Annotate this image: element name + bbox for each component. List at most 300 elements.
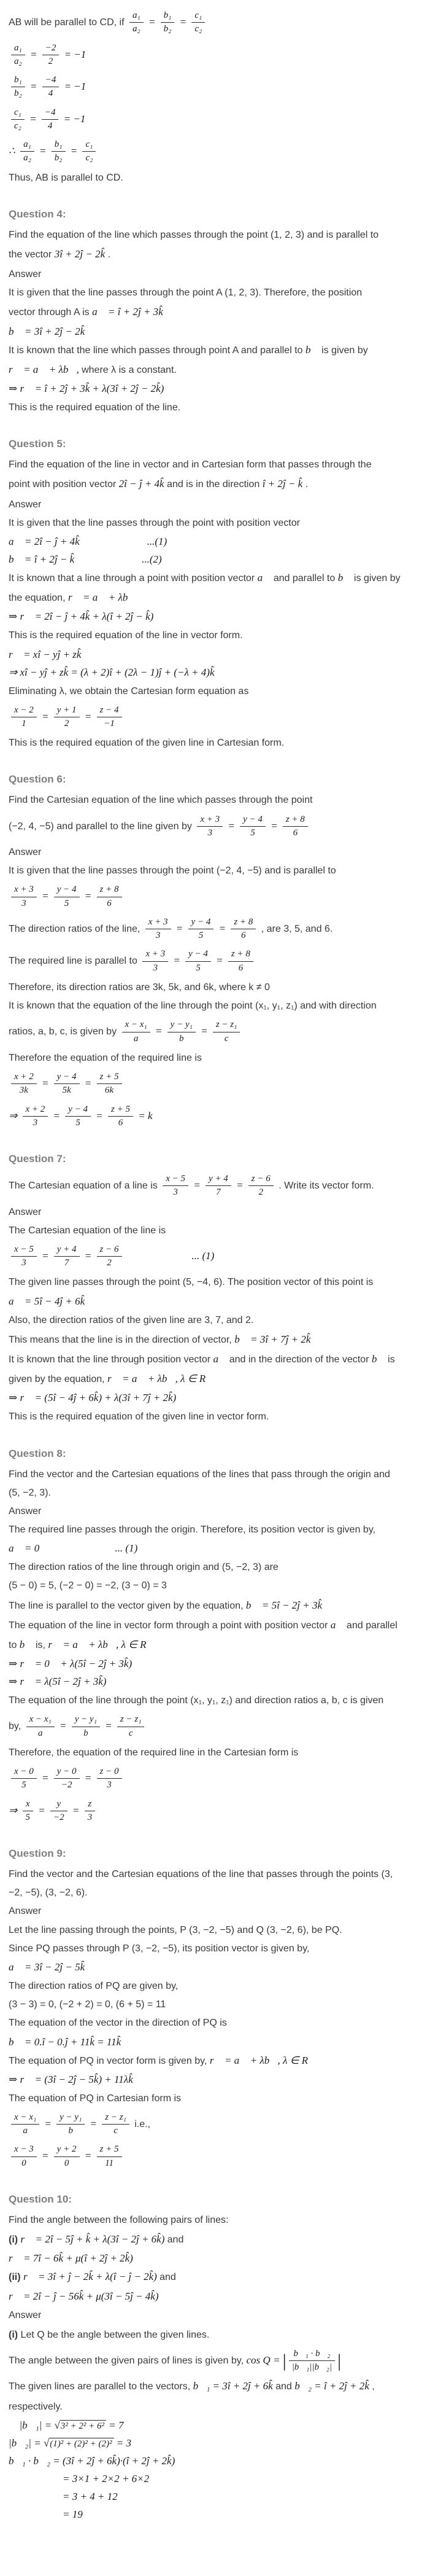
numerator: x + 2 [23,1104,48,1117]
fraction [11,107,25,132]
math-line [63,2491,422,2503]
fraction [11,884,37,909]
math-text: a⃗ = 5î − 4ĵ + 6k̂ [9,1295,85,1307]
numerator: y + 1 [54,705,80,717]
text-run: is given by [318,345,368,356]
math-line [9,704,422,731]
math-text: = [145,15,158,28]
fraction [65,1104,91,1129]
text-run: by, [9,1721,24,1732]
math-text: ∴ [9,144,18,157]
math-line [9,106,422,133]
denominator: 3 [21,898,26,908]
math-text: = [102,1720,115,1732]
math-line [9,611,422,623]
paragraph: Let the line passing through the points, P (3, −2, −5) and Q (3, −2, 6), be PQ. [9,1924,342,1935]
text-run: The equation of PQ in vector form is given by, [9,2055,210,2066]
fraction [11,75,25,100]
math-line [9,383,422,395]
fraction [20,139,34,164]
text-run: and [160,2272,176,2283]
fraction [42,43,60,68]
numerator: y + 2 [54,2144,80,2156]
denominator: c [128,1728,133,1738]
fraction [72,1714,100,1739]
numerator: b₁ [52,139,66,152]
fraction [11,2112,39,2137]
paragraph: The equation of the line through the point (x₁, y₁, z₁) and direction ratios a, b, c is given [9,1695,384,1706]
math-line [9,813,422,840]
paragraph: Find the vector and the Cartesian equations of the lines that pass through the origin and [9,1469,390,1480]
math-line [9,1071,422,1098]
math-line [9,2111,422,2138]
denominator: b₂ [54,153,63,163]
math-text: r⃗ = a⃗ + λb⃗, λ ∈ R [48,1639,147,1650]
numerator: x + 3 [142,949,168,961]
numerator: z − z₁ [102,2112,129,2125]
denominator: 0 [21,2158,26,2168]
text-run: , [369,2381,375,2392]
math-text: = [39,1249,52,1262]
math-text: b⃗₁ · b⃗₂ = (3î + 2ĵ + 6k̂)·(î + 2ĵ + 2k̂) [9,2454,175,2467]
math-line [9,948,422,975]
math-text: a⃗ = 2î − ĵ + 4k̂ [9,535,80,547]
fraction [283,814,308,839]
sqrt-expression: √3² + 2² + 6² [54,2419,106,2431]
paragraph: It is given that the line passes through the point (−2, 4, −5) and is parallel to [9,865,336,876]
math-line [63,2508,422,2521]
denominator: 1 [21,718,26,728]
text-run: The direction ratios of the line, [9,923,143,934]
denominator: 5 [198,931,204,941]
math-text: = −1 [61,48,87,60]
paragraph: Eliminating λ, we obtain the Cartesian form equation as [9,685,249,697]
math-text: = [267,819,280,832]
math-text: b⃗ [19,1639,33,1650]
fraction [228,949,253,974]
numerator: x + 3 [197,814,223,827]
fraction [54,1766,80,1791]
text-run: The line is parallel to the vector given by the equation, [9,1600,246,1611]
paragraph: Answer [9,1206,42,1217]
math-text: = [177,15,190,28]
math-line [9,74,422,101]
math-line [9,591,422,605]
denominator: 6 [293,827,298,838]
numerator: y − 4 [188,917,214,929]
fraction [23,1104,48,1129]
math-text: = 3 [113,2437,131,2449]
math-text: a⃗ = 0⃗ [9,1542,48,1555]
text-run: and parallel [344,1620,398,1631]
denominator: 5 [196,962,201,973]
math-text: b⃗ [371,1352,385,1365]
text-run: where λ is a constant. [82,364,177,375]
denominator: a₂ [14,56,22,66]
math-line [9,1765,422,1792]
numerator: x + 3 [11,884,37,897]
math-line [9,1713,422,1740]
math-line [9,248,422,262]
math-text: b⃗ [337,571,352,584]
math-line [9,2379,422,2394]
fraction [23,1799,34,1824]
math-text: a⃗ [213,1352,227,1365]
denominator: c [224,1033,229,1044]
fraction [213,1020,240,1044]
math-line [9,1961,422,1973]
list-marker: (i) [9,2329,21,2340]
denominator: 6 [118,1117,123,1128]
denominator: 5 [64,898,69,908]
question-heading: Question 10: [9,2193,72,2205]
text-run: i.e., [131,2118,151,2129]
numerator: z − 6 [248,1174,274,1186]
math-text: = [82,1077,94,1089]
denominator: 6 [241,931,246,941]
numerator: c₁ [191,10,205,23]
denominator: b₂ [163,24,172,34]
text-run: It is known that a line through a point with position vector [9,572,258,584]
fraction [11,1072,37,1096]
math-line [9,138,422,165]
text-run: given by the equation, [9,1374,108,1385]
math-text: = 7 [106,2419,124,2431]
math-line [9,2270,422,2284]
numerator: y − y₁ [56,2112,85,2125]
math-text: ⇒ r⃗ = (5î − 4ĵ + 6k̂) + λ(3î + 7ĵ + 2k̂) [9,1392,177,1404]
fraction [108,1104,133,1129]
fraction [97,2144,122,2169]
math-line [9,1243,422,1270]
math-text: = [191,1179,204,1191]
question-heading: Question 5: [9,438,66,450]
math-text: = 3×1 + 2×2 + 6×2 [63,2472,150,2484]
denominator: −2 [53,1812,64,1822]
paragraph: −2, −5), (3, −2, 6). [9,1887,88,1899]
fraction [185,949,211,974]
numerator: c₁ [82,139,96,152]
fraction [54,1244,80,1269]
fraction [97,1766,122,1791]
text-run: The equation of the line in vector form through a point with position vector [9,1620,331,1631]
numerator: z − z₁ [213,1020,240,1032]
paragraph: Answer [9,1906,42,1917]
numerator: y + 4 [54,1244,80,1257]
paragraph: The required line passes through the origin. Therefore, its position vector is given by, [9,1524,375,1536]
text-run: (−2, 4, −5) and parallel to the line given by [9,821,195,832]
fraction [163,1174,188,1198]
text-run: AB will be parallel to CD, if [9,17,127,28]
numerator: z + 5 [97,1072,122,1084]
numerator: x + 3 [145,917,171,929]
paragraph: The Cartesian equation of the line is [9,1225,166,1236]
text-run: The required line is parallel to [9,956,140,967]
denominator: 11 [105,2158,113,2168]
numerator: −4 [42,107,59,120]
denominator: 3 [33,1117,38,1128]
math-text: r⃗ = a⃗ + λb⃗, λ ∈ R [107,1373,206,1385]
math-line [9,2328,422,2342]
denominator: 3 [107,1780,112,1790]
math-text: = [216,922,229,934]
math-text: = [50,1109,63,1122]
denominator: 3 [173,1187,178,1198]
numerator: y + 4 [206,1174,231,1186]
list-marker: (i) [9,2234,21,2246]
math-text: = [171,954,183,967]
math-line [9,2348,422,2375]
fraction [122,1020,150,1044]
math-line [9,2419,422,2432]
math-text: = [39,1077,52,1089]
fraction [97,1244,122,1269]
math-line [9,2290,422,2303]
denominator: 3k [19,1085,28,1096]
math-text: a⃗ = 3î − 2ĵ − 5k̂ [9,1961,85,1973]
paragraph: Therefore, its direction ratios are 3k, 5k, and 6k, where k ≠ 0 [9,982,270,993]
math-line [9,1392,422,1404]
paragraph: It is given that the line passes through the point with position vector [9,517,300,528]
denominator: −2 [61,1780,72,1790]
math-line [9,2437,422,2449]
denominator: 2 [107,1258,112,1268]
math-text: ⇒ xî − yĵ + zk̂ = (λ + 2)î + (2λ − 1)ĵ + (−λ + 4)k̂ [9,666,215,678]
fraction [97,884,122,909]
text-run: and in the direction of the vector [226,1354,372,1365]
numerator: z [85,1799,96,1811]
math-text: ...(1) [147,535,167,547]
math-text: r⃗ = xî − yĵ + zk̂ [9,648,82,660]
denominator: 5 [21,1780,26,1790]
math-text: = [82,1772,94,1784]
math-text: r⃗ = a⃗ + λb⃗ [67,591,136,604]
fraction [231,917,256,942]
fraction [56,2112,85,2137]
fraction [82,139,96,164]
paragraph: This is the required equation of the given line in vector form. [9,1411,269,1423]
fraction [188,917,214,942]
math-text: = [39,1772,52,1784]
denominator: 6 [238,962,244,973]
denominator: 2 [64,718,69,728]
text-run: and is in the direction [164,479,263,490]
paragraph: Therefore the equation of the required line is [9,1052,202,1063]
paragraph: Answer [9,847,42,858]
text-run: It is known that the line through position vector [9,1354,214,1365]
math-line [63,2473,422,2485]
fraction [54,1072,80,1096]
denominator: 5 [250,827,255,838]
paragraph: Find the vector and the Cartesian equations of the line that passes through the points (3, [9,1869,393,1880]
math-line [9,571,422,585]
numerator: z − 4 [97,705,122,717]
denominator: b [68,2126,73,2136]
fraction [50,1799,67,1824]
text-run: the equation, [9,593,68,604]
math-line [9,1542,422,1555]
fraction [289,2349,335,2373]
math-line [9,2074,422,2086]
fraction [54,2144,80,2169]
math-text: = [67,144,80,157]
numerator: x − x₁ [11,2112,39,2125]
math-line [9,326,422,338]
math-text: cos Q = [246,2354,283,2366]
text-run: and parallel to [271,572,338,584]
math-text: î + 2ĵ − k̂ [262,478,303,490]
fraction [42,107,59,132]
math-line [9,666,422,679]
math-line [9,1352,422,1367]
math-text: = 3 + 4 + 12 [63,2490,118,2502]
math-text: ⇒ r⃗ = (3î − 2ĵ − 5k̂) + 11λk̂ [9,2073,133,2085]
numerator: x − 3 [11,2144,37,2156]
math-text: a⃗ = î + 2ĵ + 3k̂ [92,306,163,318]
denominator: 5k [62,1085,71,1096]
question-heading: Question 8: [9,1447,66,1459]
math-text: = [213,954,226,967]
math-line [9,2455,422,2467]
paragraph: Since PQ passes through P (3, −2, −5), its position vector is given by, [9,1943,310,1954]
numerator: x − 5 [163,1174,188,1186]
math-text: = −1 [61,112,86,125]
math-text: = [56,1720,69,1732]
fraction [11,1766,37,1791]
paragraph: It is known that the equation of the line through the point (x₁, y₁, z₁) and with direction [9,1001,377,1012]
numerator: z − 6 [97,1244,122,1257]
math-line [9,649,422,661]
numerator: x + 2 [11,1072,37,1084]
text-run: , are 3, 5, and 6. [258,923,333,934]
text-run: vector through A is [9,307,93,318]
fraction [142,949,168,974]
paragraph: The direction ratios of the line through origin and (5, −2, 3) are [9,1562,279,1573]
denominator: b [179,1033,184,1044]
denominator: a [37,1728,43,1738]
numerator: b₁ [161,10,175,23]
fraction [206,1174,231,1198]
fraction [197,814,223,839]
numerator: −2 [42,43,60,55]
paragraph: Answer [9,499,42,510]
fraction [54,884,80,909]
math-line [9,1618,422,1633]
paragraph: The given line passes through the point (5, −4, 6). The position vector of this point is [9,1277,374,1288]
math-text: r⃗ = 7î − 6k̂ + μ(î + 2ĵ + 2k̂) [9,2252,133,2265]
sqrt-expression: √(1)² + (2)² + (2)² [44,2437,114,2449]
denominator: b [83,1728,88,1738]
text-run: ratios, a, b, c, is given by [9,1026,120,1037]
denominator: c [113,2126,118,2136]
fraction [26,1714,55,1739]
math-text: = [36,144,49,157]
math-text: a⃗ [257,571,271,584]
math-line [9,1018,422,1045]
fraction [167,1020,196,1044]
paragraph: This is the required equation of the line in vector form. [9,630,243,641]
denominator: 5 [25,1812,30,1822]
text-run: . [105,249,111,260]
numerator: x − 2 [11,705,37,717]
text-run: point with position vector [9,479,119,490]
math-text: b⃗ = 5î − 2ĵ + 3k̂ [245,1599,323,1611]
math-text: = −1 [61,80,87,92]
denominator: −1 [104,718,115,728]
paragraph: This is the required equation of the given line in Cartesian form. [9,738,285,749]
math-line [9,1103,422,1130]
denominator: 5 [75,1117,80,1128]
denominator: b₂ [14,88,22,99]
fraction [11,1244,37,1269]
paragraph: This is the required equation of the line. [9,402,181,413]
math-line [9,1638,422,1652]
fraction [54,705,80,730]
text-run: the vector [9,249,55,260]
fraction [129,10,144,35]
math-text: = [39,710,52,722]
numerator: z + 8 [228,949,253,961]
text-run: to [9,1640,20,1650]
math-line [9,2233,422,2247]
fraction [42,75,60,100]
math-text: = 19 [63,2508,83,2520]
question-heading: Question 4: [9,208,66,220]
math-text: ⇒ [9,1804,20,1816]
text-run: This means that the line is in the direction of vector, [9,1334,235,1345]
paragraph: Find the Cartesian equation of the line which passes through the point [9,795,313,806]
math-line [9,1333,422,1347]
numerator: x − 0 [11,1766,37,1779]
math-text: = [27,80,40,92]
math-text: = [82,1249,94,1262]
list-marker: (ii) [9,2272,23,2283]
math-text: ... (1) [191,1249,215,1262]
math-text: = [82,2150,94,2162]
math-text: = [233,1179,246,1191]
question-heading: Question 7: [9,1153,66,1165]
fraction [97,1072,122,1096]
denominator: 0 [64,2158,69,2168]
denominator: a [133,1033,139,1044]
math-text: ... (1) [115,1542,138,1555]
math-text: = [36,1804,48,1816]
numerator: y − 4 [54,884,80,897]
math-line [9,343,422,357]
math-line [9,2143,422,2170]
denominator: 7 [216,1187,221,1198]
fraction [11,705,37,730]
numerator: y − 0 [54,1766,80,1779]
numerator: x − x₁ [26,1714,55,1727]
math-line [9,1599,422,1613]
math-text: b⃗₂ = î + 2ĵ + 2k̂ [294,2380,369,2392]
math-text: = [93,1109,106,1122]
math-text: = k [136,1109,153,1122]
denominator: 3 [155,931,161,941]
numerator: −4 [42,75,60,87]
math-text: b⃗ = 3î + 2ĵ − 2k̂ [9,325,85,337]
denominator: 4 [47,120,53,131]
denominator: |b⃗₁||b⃗₂| [291,2362,332,2373]
numerator: a₁ [20,139,34,152]
denominator: 3 [153,962,158,973]
denominator: a [23,2126,28,2136]
numerator: z + 5 [108,1104,133,1117]
denominator: a₂ [23,153,31,163]
numerator: y [50,1799,67,1811]
text-run: . [302,479,309,490]
